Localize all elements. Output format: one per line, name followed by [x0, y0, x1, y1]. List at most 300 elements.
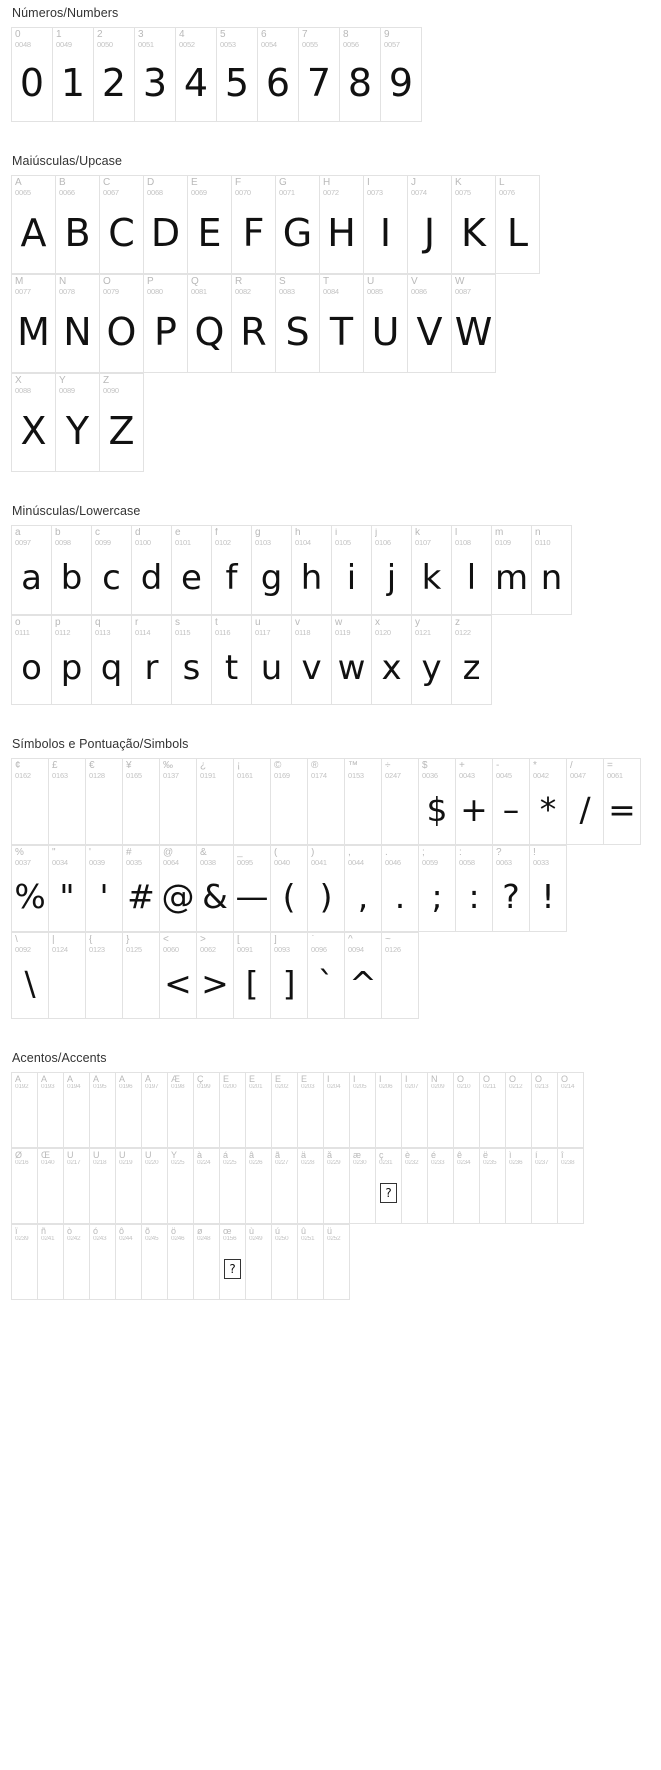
glyph-meta [217, 28, 257, 48]
glyph-render [90, 1243, 115, 1299]
glyph-cell[interactable] [64, 1149, 90, 1223]
glyph-cell[interactable] [234, 933, 271, 1018]
glyph-render: r [144, 648, 159, 689]
glyph-cell[interactable] [532, 1149, 558, 1223]
glyph-code-label: 0082 [235, 287, 251, 296]
glyph-cell[interactable] [402, 1149, 428, 1223]
glyph-cell[interactable] [320, 275, 364, 372]
glyph-char-label: d [135, 528, 141, 538]
glyph-cell[interactable] [12, 1225, 38, 1299]
glyph-meta [340, 28, 380, 48]
glyph-render [402, 1167, 427, 1223]
glyph-code-label: 0096 [311, 945, 327, 954]
glyph-char-label: , [348, 848, 351, 858]
glyph-char-label: ó [93, 1227, 99, 1236]
glyph-cell[interactable] [567, 759, 604, 844]
glyph-cell[interactable] [49, 933, 86, 1018]
glyph-cell[interactable] [454, 1073, 480, 1147]
glyph-cell[interactable] [382, 933, 419, 1018]
glyph-cell[interactable] [350, 1073, 376, 1147]
glyph-render [38, 1243, 63, 1299]
glyph-cell[interactable] [419, 759, 456, 844]
glyph-cell[interactable] [292, 616, 332, 704]
glyph-meta [298, 1073, 323, 1091]
glyph-cell[interactable] [345, 759, 382, 844]
glyph-cell[interactable] [454, 1149, 480, 1223]
glyph-cell[interactable] [168, 1225, 194, 1299]
glyph-cell[interactable] [234, 759, 271, 844]
glyph-cell[interactable] [38, 1073, 64, 1147]
glyph-cell[interactable] [123, 846, 160, 931]
glyph-cell[interactable] [272, 1073, 298, 1147]
glyph-meta [272, 1073, 297, 1091]
section-title: Minúsculas/Lowercase [12, 504, 141, 518]
glyph-row [11, 274, 496, 373]
glyph-cell[interactable] [258, 28, 299, 121]
glyph-render [350, 1167, 375, 1223]
glyph-cell[interactable] [408, 176, 452, 273]
glyph-cell[interactable] [298, 1073, 324, 1147]
glyph-char-label: Ê [275, 1075, 282, 1084]
glyph-cell[interactable] [492, 526, 532, 614]
glyph-code-label: 0061 [607, 771, 623, 780]
glyph-cell[interactable] [116, 1225, 142, 1299]
glyph-cell[interactable] [402, 1073, 428, 1147]
glyph-meta [532, 1073, 557, 1091]
glyph-cell[interactable] [456, 759, 493, 844]
glyph-cell[interactable] [197, 933, 234, 1018]
glyph-cell[interactable] [12, 616, 52, 704]
glyph-render [480, 1091, 505, 1147]
glyph-cell[interactable] [320, 176, 364, 273]
glyph-cell[interactable] [452, 176, 496, 273]
glyph-render [49, 779, 85, 844]
glyph-code-label: 0107 [415, 538, 431, 547]
glyph-meta [234, 759, 270, 779]
glyph-meta [299, 28, 339, 48]
glyph-cell[interactable] [160, 759, 197, 844]
glyph-code-label: 0035 [126, 858, 142, 867]
glyph-cell[interactable] [364, 176, 408, 273]
glyph-cell[interactable] [100, 275, 144, 372]
glyph-char-label: Ä [119, 1075, 126, 1084]
glyph-code-label: 0042 [533, 771, 549, 780]
glyph-cell[interactable] [298, 1225, 324, 1299]
glyph-char-label: û [301, 1227, 307, 1236]
glyph-cell[interactable] [86, 846, 123, 931]
glyph-cell[interactable] [381, 28, 422, 121]
glyph-render: k [421, 558, 442, 599]
glyph-render: o [21, 648, 42, 689]
glyph-char-label: N [59, 277, 67, 287]
glyph-code-label: 0054 [261, 40, 277, 49]
glyph-cell[interactable] [220, 1073, 246, 1147]
glyph-char-label: s [175, 618, 180, 628]
glyph-cell[interactable] [452, 526, 492, 614]
glyph-render: C [108, 210, 135, 255]
glyph-cell[interactable] [188, 176, 232, 273]
glyph-render: S [285, 309, 310, 354]
glyph-meta [320, 275, 363, 295]
glyph-cell[interactable] [12, 526, 52, 614]
glyph-char-label: @ [163, 848, 174, 858]
glyph-code-label: 0081 [191, 287, 207, 296]
glyph-cell[interactable] [53, 28, 94, 121]
glyph-code-label: 0224 [197, 1160, 211, 1167]
glyph-cell[interactable] [168, 1073, 194, 1147]
glyph-code-label: 0046 [385, 858, 401, 867]
glyph-cell[interactable] [530, 846, 567, 931]
glyph-cell[interactable] [168, 1149, 194, 1223]
glyph-cell[interactable] [506, 1073, 532, 1147]
glyph-char-label: ' [89, 848, 91, 858]
glyph-cell[interactable] [496, 176, 540, 273]
glyph-code-label: 0091 [237, 945, 253, 954]
glyph-cell[interactable] [94, 28, 135, 121]
glyph-code-label: 0225 [171, 1160, 185, 1167]
glyph-code-label: 0051 [138, 40, 154, 49]
glyph-render: ; [431, 877, 443, 917]
glyph-render: x [381, 648, 402, 689]
glyph-cell[interactable] [324, 1225, 350, 1299]
glyph-meta [452, 616, 491, 636]
glyph-cell[interactable] [252, 616, 292, 704]
section-title: Maiúsculas/Upcase [12, 154, 123, 168]
glyph-char-label: ¡ [237, 761, 241, 771]
glyph-code-label: 0039 [89, 858, 105, 867]
glyph-meta [345, 759, 381, 779]
glyph-cell[interactable] [493, 759, 530, 844]
glyph-cell[interactable] [299, 28, 340, 121]
glyph-cell[interactable] [176, 28, 217, 121]
glyph-char-label: | [52, 935, 55, 945]
glyph-render [86, 953, 122, 1018]
glyph-meta [419, 846, 455, 866]
glyph-cell[interactable] [308, 846, 345, 931]
glyph-meta [454, 1073, 479, 1091]
glyph-cell[interactable] [116, 1073, 142, 1147]
glyph-cell[interactable] [292, 526, 332, 614]
glyph-render: L [506, 210, 529, 255]
glyph-cell[interactable] [116, 1149, 142, 1223]
glyph-cell[interactable] [86, 933, 123, 1018]
glyph-meta [168, 1149, 193, 1167]
glyph-cell[interactable] [64, 1073, 90, 1147]
glyph-char-label: Ë [301, 1075, 308, 1084]
glyph-meta [194, 1149, 219, 1167]
glyph-cell[interactable] [92, 616, 132, 704]
glyph-cell[interactable] [38, 1149, 64, 1223]
glyph-cell[interactable] [364, 275, 408, 372]
glyph-char-label: ü [327, 1227, 333, 1236]
glyph-code-label: 0111 [15, 628, 30, 637]
glyph-cell[interactable] [532, 526, 572, 614]
glyph-cell[interactable] [493, 846, 530, 931]
glyph-meta [456, 846, 492, 866]
glyph-cell[interactable] [12, 933, 49, 1018]
glyph-cell[interactable] [232, 275, 276, 372]
glyph-cell[interactable] [144, 275, 188, 372]
glyph-cell[interactable] [212, 526, 252, 614]
glyph-char-label: P [147, 277, 154, 287]
glyph-char-label: u [255, 618, 261, 628]
glyph-cell[interactable] [246, 1149, 272, 1223]
glyph-code-label: 0211 [483, 1084, 496, 1091]
glyph-cell[interactable] [345, 846, 382, 931]
glyph-cell[interactable] [340, 28, 381, 121]
glyph-cell[interactable] [100, 374, 144, 471]
glyph-code-label: 0162 [15, 771, 31, 780]
glyph-cell[interactable] [12, 1073, 38, 1147]
glyph-cell[interactable] [142, 1225, 168, 1299]
glyph-cell[interactable] [12, 176, 56, 273]
glyph-code-label: 0038 [200, 858, 216, 867]
glyph-code-label: 0087 [455, 287, 471, 296]
glyph-code-label: 0236 [509, 1160, 523, 1167]
glyph-cell[interactable] [123, 759, 160, 844]
glyph-cell[interactable] [172, 526, 212, 614]
glyph-cell[interactable] [56, 176, 100, 273]
glyph-cell[interactable] [376, 1149, 402, 1223]
glyph-code-label: 0112 [55, 628, 71, 637]
glyph-cell[interactable] [408, 275, 452, 372]
glyph-cell[interactable] [49, 759, 86, 844]
glyph-row [11, 758, 641, 845]
glyph-meta [408, 176, 451, 196]
glyph-row [11, 932, 419, 1019]
glyph-cell[interactable] [246, 1225, 272, 1299]
glyph-code-label: 0169 [274, 771, 290, 780]
glyph-char-label: I [367, 178, 370, 188]
glyph-cell[interactable] [308, 933, 345, 1018]
glyph-cell[interactable] [298, 1149, 324, 1223]
glyph-char-label: l [455, 528, 458, 538]
glyph-cell[interactable] [246, 1073, 272, 1147]
glyph-meta [271, 759, 307, 779]
glyph-cell[interactable] [56, 275, 100, 372]
glyph-cell[interactable] [135, 28, 176, 121]
glyph-cell[interactable] [12, 759, 49, 844]
glyph-code-label: 0165 [126, 771, 142, 780]
glyph-cell[interactable] [194, 1149, 220, 1223]
glyph-meta [234, 846, 270, 866]
glyph-cell[interactable] [332, 526, 372, 614]
glyph-code-label: 0205 [353, 1084, 367, 1091]
glyph-cell[interactable] [506, 1149, 532, 1223]
glyph-cell[interactable] [324, 1149, 350, 1223]
glyph-cell[interactable] [160, 846, 197, 931]
glyph-cell[interactable] [276, 176, 320, 273]
glyph-code-label: 0244 [119, 1236, 133, 1243]
glyph-render: : [468, 877, 480, 917]
glyph-cell[interactable] [372, 616, 412, 704]
glyph-cell[interactable] [271, 846, 308, 931]
glyph-meta [12, 1073, 37, 1091]
glyph-cell[interactable] [100, 176, 144, 273]
glyph-render [194, 1167, 219, 1223]
glyph-meta [271, 846, 307, 866]
glyph-render [86, 779, 122, 844]
glyph-cell[interactable] [428, 1073, 454, 1147]
glyph-cell[interactable] [132, 526, 172, 614]
glyph-cell[interactable] [271, 759, 308, 844]
glyph-meta [12, 1225, 37, 1243]
glyph-cell[interactable] [144, 176, 188, 273]
glyph-cell[interactable] [52, 616, 92, 704]
glyph-render: 6 [265, 60, 291, 105]
glyph-cell[interactable] [271, 933, 308, 1018]
glyph-cell[interactable] [372, 526, 412, 614]
glyph-cell[interactable] [350, 1149, 376, 1223]
glyph-render [532, 1091, 557, 1147]
glyph-char-label: e [175, 528, 181, 538]
glyph-cell[interactable] [12, 846, 49, 931]
glyph-cell[interactable] [376, 1073, 402, 1147]
glyph-meta [12, 526, 51, 546]
glyph-cell[interactable] [480, 1073, 506, 1147]
glyph-cell[interactable] [188, 275, 232, 372]
glyph-grid [11, 525, 661, 705]
glyph-cell[interactable] [90, 1149, 116, 1223]
glyph-cell[interactable] [428, 1149, 454, 1223]
glyph-render: Y [65, 408, 90, 453]
glyph-cell[interactable] [212, 616, 252, 704]
glyph-cell[interactable] [160, 933, 197, 1018]
glyph-cell[interactable] [452, 275, 496, 372]
glyph-cell[interactable] [142, 1073, 168, 1147]
glyph-meta [419, 759, 455, 779]
glyph-cell[interactable] [308, 759, 345, 844]
glyph-char-label: ç [379, 1151, 384, 1160]
glyph-cell[interactable] [276, 275, 320, 372]
glyph-render [324, 1091, 349, 1147]
glyph-render: ' [99, 877, 109, 917]
glyph-cell[interactable] [86, 759, 123, 844]
glyph-cell[interactable] [456, 846, 493, 931]
glyph-cell[interactable] [532, 1073, 558, 1147]
missing-glyph-box: ? [380, 1183, 396, 1203]
glyph-cell[interactable] [217, 28, 258, 121]
glyph-char-label: ¥ [126, 761, 132, 771]
glyph-cell[interactable] [272, 1225, 298, 1299]
glyph-cell[interactable] [558, 1149, 584, 1223]
glyph-cell[interactable] [332, 616, 372, 704]
glyph-meta [52, 616, 91, 636]
glyph-cell[interactable] [90, 1225, 116, 1299]
glyph-meta [172, 616, 211, 636]
glyph-cell[interactable] [252, 526, 292, 614]
glyph-char-label: ï [15, 1227, 18, 1236]
glyph-cell[interactable] [142, 1149, 168, 1223]
glyph-cell[interactable] [604, 759, 641, 844]
glyph-cell[interactable] [558, 1073, 584, 1147]
section-accents [0, 1045, 661, 1300]
glyph-code-label: 0193 [41, 1084, 55, 1091]
glyph-cell[interactable] [412, 616, 452, 704]
glyph-char-label: ¿ [200, 761, 207, 771]
glyph-char-label: ô [119, 1227, 125, 1236]
glyph-cell[interactable] [382, 846, 419, 931]
glyph-cell[interactable] [12, 1149, 38, 1223]
glyph-render [197, 779, 233, 844]
glyph-cell[interactable] [12, 28, 53, 121]
glyph-cell[interactable] [197, 759, 234, 844]
glyph-code-label: 0115 [175, 628, 191, 637]
glyph-cell[interactable] [452, 616, 492, 704]
glyph-cell[interactable] [56, 374, 100, 471]
glyph-render: n [540, 558, 563, 599]
glyph-cell[interactable] [132, 616, 172, 704]
glyph-render: ) [319, 877, 333, 917]
glyph-meta [38, 1149, 63, 1167]
glyph-render: E [197, 210, 222, 255]
glyph-cell[interactable] [412, 526, 452, 614]
glyph-cell[interactable] [64, 1225, 90, 1299]
glyph-meta [452, 275, 495, 295]
glyph-grid [11, 1072, 661, 1300]
glyph-cell[interactable] [90, 1073, 116, 1147]
glyph-cell[interactable] [172, 616, 212, 704]
glyph-render: d [140, 558, 163, 599]
glyph-cell[interactable] [12, 275, 56, 372]
glyph-cell[interactable] [194, 1073, 220, 1147]
glyph-cell[interactable] [12, 374, 56, 471]
glyph-char-label: 7 [302, 30, 308, 40]
glyph-meta [64, 1149, 89, 1167]
glyph-render [38, 1091, 63, 1147]
glyph-render: P [154, 309, 177, 354]
glyph-cell[interactable] [382, 759, 419, 844]
glyph-meta [382, 846, 418, 866]
glyph-cell[interactable] [234, 846, 271, 931]
glyph-char-label: å [327, 1151, 333, 1160]
glyph-cell[interactable] [52, 526, 92, 614]
glyph-meta [220, 1073, 245, 1091]
glyph-cell[interactable] [38, 1225, 64, 1299]
glyph-cell[interactable] [49, 846, 86, 931]
glyph-cell[interactable] [220, 1149, 246, 1223]
glyph-cell[interactable] [123, 933, 160, 1018]
glyph-code-label: 0206 [379, 1084, 393, 1091]
glyph-char-label: ø [197, 1227, 203, 1236]
glyph-code-label: 0105 [335, 538, 351, 547]
glyph-cell[interactable] [345, 933, 382, 1018]
glyph-render [350, 1091, 375, 1147]
glyph-render: * [539, 790, 557, 830]
glyph-char-label: 9 [384, 30, 390, 40]
glyph-cell[interactable] [480, 1149, 506, 1223]
glyph-cell[interactable] [220, 1225, 246, 1299]
glyph-cell[interactable] [530, 759, 567, 844]
glyph-cell[interactable] [92, 526, 132, 614]
glyph-cell[interactable] [194, 1225, 220, 1299]
glyph-render [123, 779, 159, 844]
glyph-meta [456, 759, 492, 779]
glyph-cell[interactable] [324, 1073, 350, 1147]
glyph-meta [558, 1149, 583, 1167]
glyph-cell[interactable] [232, 176, 276, 273]
glyph-char-label: & [200, 848, 207, 858]
glyph-char-label: ] [274, 935, 277, 945]
glyph-code-label: 0062 [200, 945, 216, 954]
glyph-cell[interactable] [197, 846, 234, 931]
glyph-render: ^ [349, 964, 377, 1004]
glyph-cell[interactable] [272, 1149, 298, 1223]
glyph-render [506, 1167, 531, 1223]
glyph-cell[interactable] [419, 846, 456, 931]
glyph-code-label: 0251 [301, 1236, 315, 1243]
glyph-char-label: Å [145, 1075, 152, 1084]
